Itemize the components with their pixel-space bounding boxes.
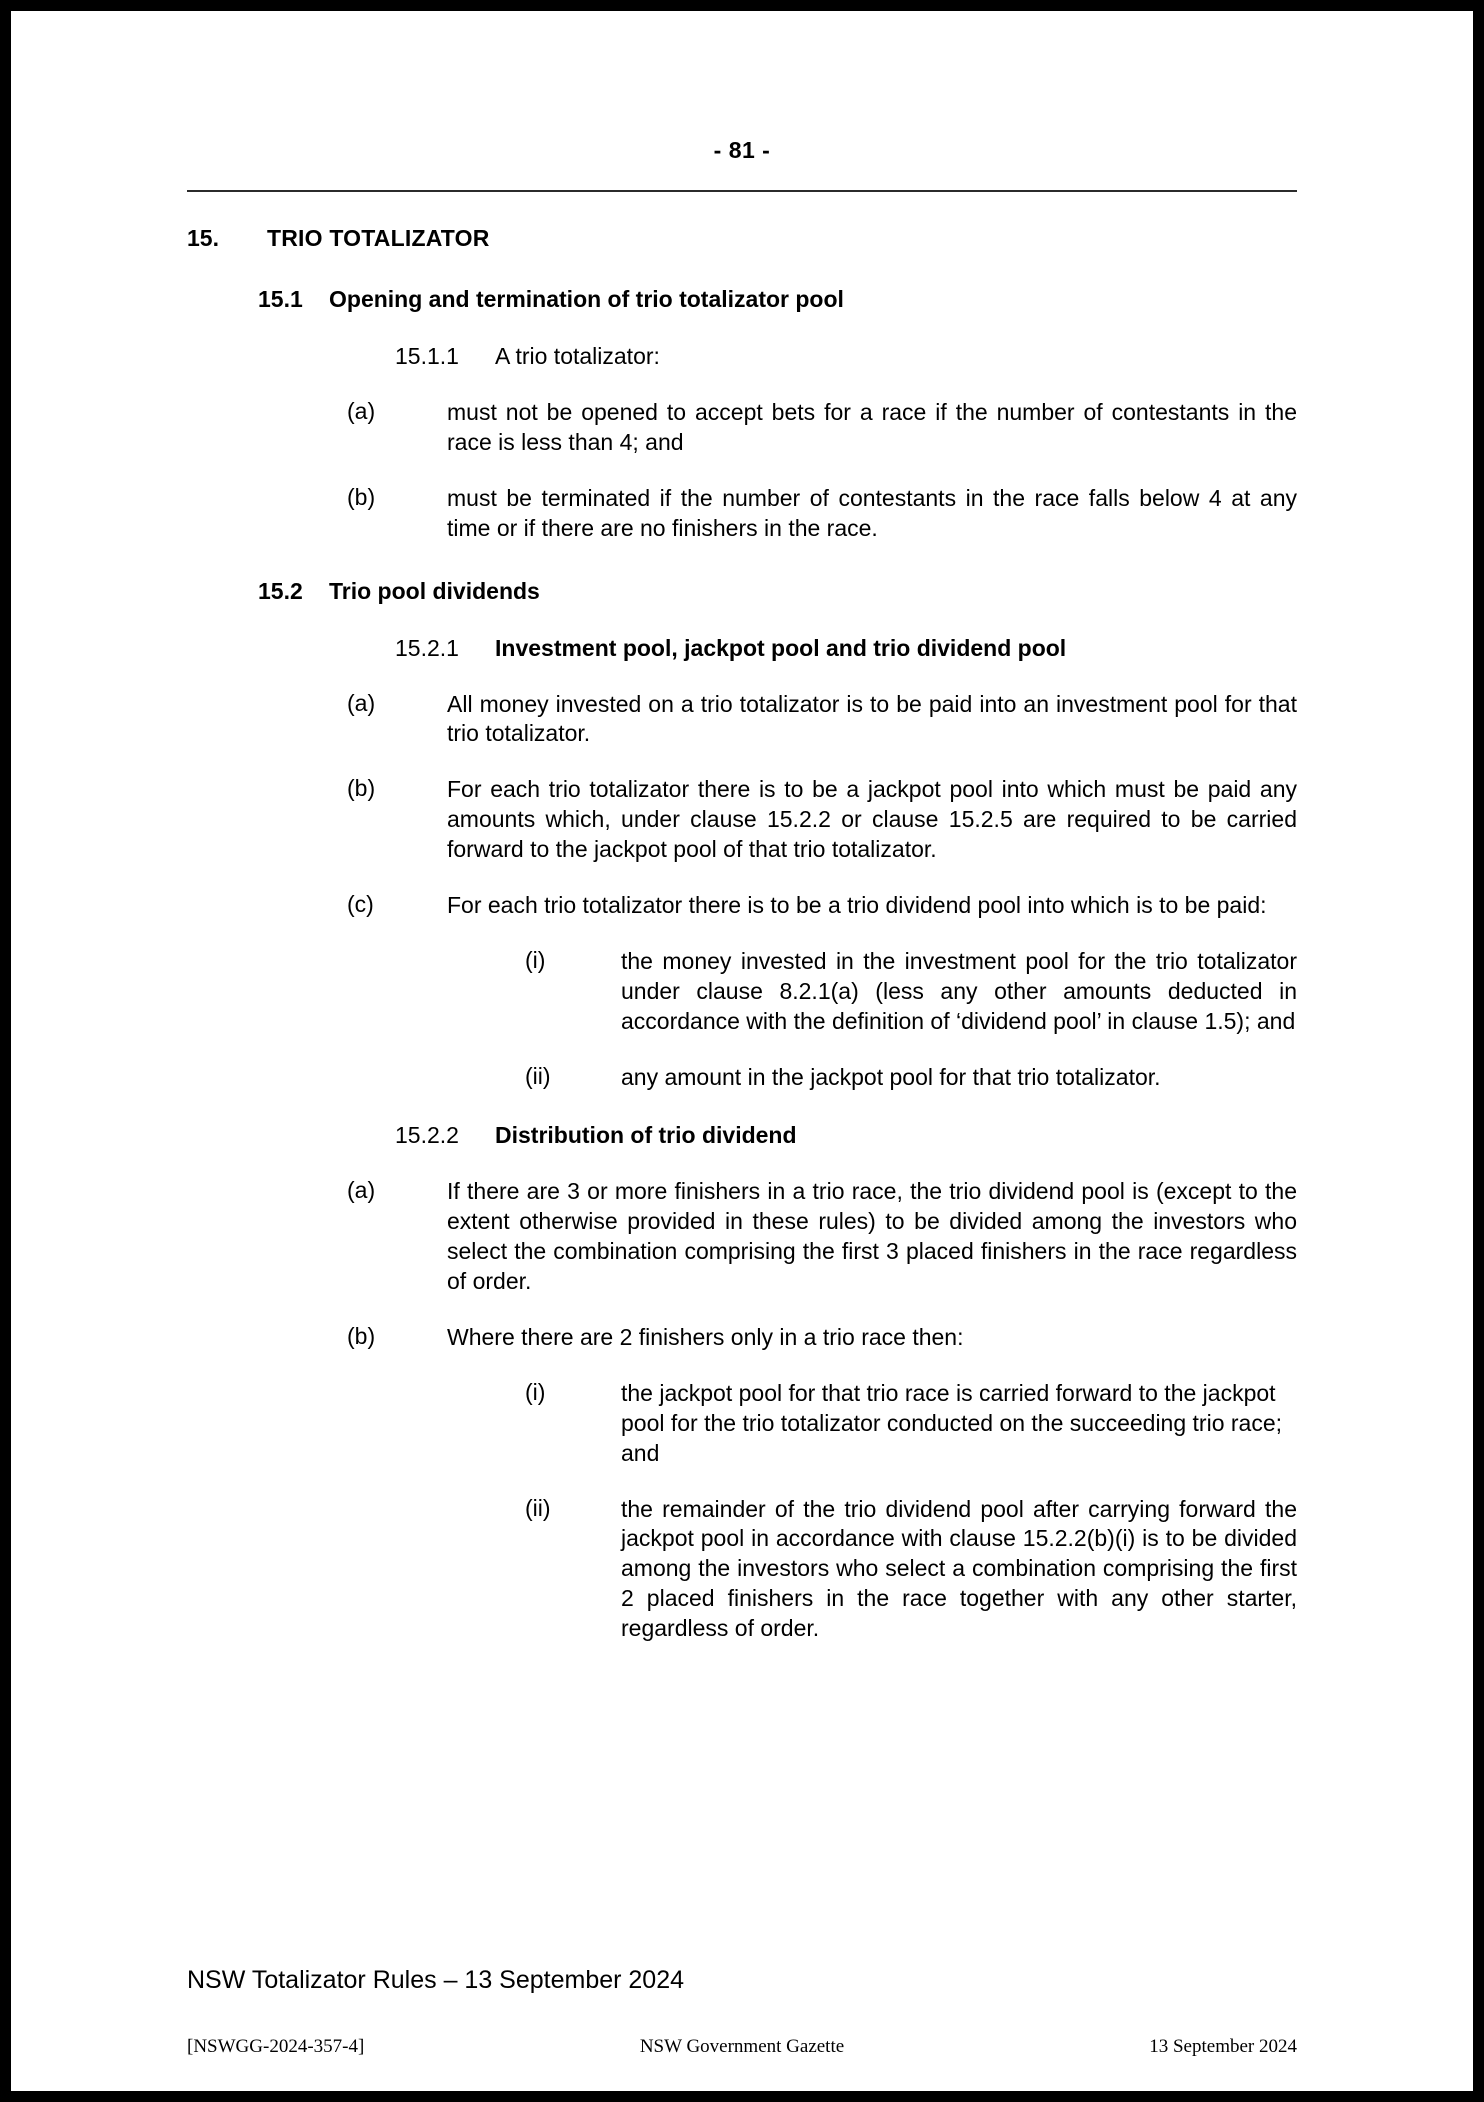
list-item-text: All money invested on a trio totalizator is to be paid into an investment pool for that trio totalizator. xyxy=(447,690,1297,747)
sub-list-item-text: the remainder of the trio dividend pool after carrying forward the jackpot pool in accordance with clause 15.2.2(b)(i) is to be divided among the investors who select a combination comprising the first 2 placed finishers in the race together with any other starter, regardless of order. xyxy=(621,1495,1297,1642)
clause-heading-15-2-2 xyxy=(187,1122,1297,1149)
sub-list-item-text: any amount in the jackpot pool for that trio totalizator. xyxy=(621,1063,1161,1090)
list-item-text: If there are 3 or more finishers in a trio race, the trio dividend pool is (except to the extent otherwise provided in these rules) to be divided among the investors who select the combination comprising the first 3 placed finishers in the race regardless of order. xyxy=(447,1178,1297,1295)
footer-gazette-name: NSW Government Gazette xyxy=(639,2036,845,2057)
list-item xyxy=(187,891,1297,921)
page-number: - 81 - xyxy=(713,137,771,163)
list-item-label: (a) xyxy=(347,689,376,716)
footer-document-title: NSW Totalizator Rules – 13 September 2024 xyxy=(187,1966,685,1994)
clause-number: 15.1.1 xyxy=(395,343,459,369)
header-divider xyxy=(187,190,1297,192)
list-item xyxy=(187,484,1297,544)
clause-title: A trio totalizator: xyxy=(495,343,660,369)
list-item-text: must not be opened to accept bets for a race if the number of contestants in the race is less than 4; and xyxy=(447,399,1297,455)
document-page xyxy=(11,11,1473,2091)
sub-list-item-label: (i) xyxy=(525,946,546,973)
clause-title: Investment pool, jackpot pool and trio dividend pool xyxy=(495,634,1067,661)
list-item xyxy=(187,775,1297,865)
sub-list-item-text: the money invested in the investment pool for the trio totalizator under clause 8.2.1(a) (less any other amounts deducted in accordance with the definition of ‘dividend pool’ in clause 1.5); and xyxy=(621,947,1297,1034)
list-item-label: (b) xyxy=(347,775,376,802)
sub-list-item xyxy=(187,1495,1297,1644)
clause-title: Distribution of trio dividend xyxy=(495,1122,797,1149)
section-number: 15. xyxy=(187,225,219,251)
subsection-number: 15.2 xyxy=(258,577,303,604)
list-item-text: For each trio totalizator there is to be a trio dividend pool into which is to be paid: xyxy=(447,892,1267,919)
list-item-label: (b) xyxy=(347,483,376,510)
clause-heading-15-2-1 xyxy=(187,635,1297,662)
sub-list-item xyxy=(187,947,1297,1037)
footer-date: 13 September 2024 xyxy=(1149,2036,1297,2057)
list-item xyxy=(187,1323,1297,1353)
list-item xyxy=(187,690,1297,750)
sub-list-item xyxy=(187,1063,1297,1093)
section-title: TRIO TOTALIZATOR xyxy=(267,225,490,251)
subsection-title: Trio pool dividends xyxy=(329,577,540,604)
list-item-label: (c) xyxy=(347,891,374,918)
list-item-text: Where there are 2 finishers only in a trio race then: xyxy=(447,1324,964,1351)
section-heading xyxy=(187,225,1297,252)
clause-heading-15-1-1 xyxy=(187,343,1297,370)
sub-list-item-label: (ii) xyxy=(525,1494,551,1521)
subsection-heading-15-1 xyxy=(187,286,1297,313)
sub-list-item xyxy=(187,1379,1297,1469)
subsection-title: Opening and termination of trio totalizator pool xyxy=(329,286,844,312)
sub-list-item-label: (ii) xyxy=(525,1062,551,1089)
footer-bar xyxy=(187,2036,1297,2058)
clause-number: 15.2.2 xyxy=(395,1122,459,1149)
list-item-label: (a) xyxy=(347,398,376,424)
list-item xyxy=(187,1177,1297,1297)
sub-list-item-text: the jackpot pool for that trio race is carried forward to the jackpot pool for the trio totalizator conducted on the succeeding trio race; and xyxy=(621,1379,1283,1466)
document-body xyxy=(187,225,1297,1670)
list-item-text: For each trio totalizator there is to be a jackpot pool into which must be paid any amounts which, under clause 15.2.2 or clause 15.2.5 are required to be carried forward to the jackpot pool of that trio totalizator. xyxy=(447,776,1297,863)
list-item-text: must be terminated if the number of contestants in the race falls below 4 at any time or if there are no finishers in the race. xyxy=(447,484,1297,541)
list-item xyxy=(187,398,1297,458)
subsection-number: 15.1 xyxy=(258,286,303,312)
sub-list-item-label: (i) xyxy=(525,1378,546,1405)
subsection-heading-15-2 xyxy=(187,578,1297,605)
list-item-label: (b) xyxy=(347,1323,376,1350)
list-item-label: (a) xyxy=(347,1177,376,1204)
clause-number: 15.2.1 xyxy=(395,634,459,661)
footer-reference: [NSWGG-2024-357-4] xyxy=(187,2036,365,2057)
